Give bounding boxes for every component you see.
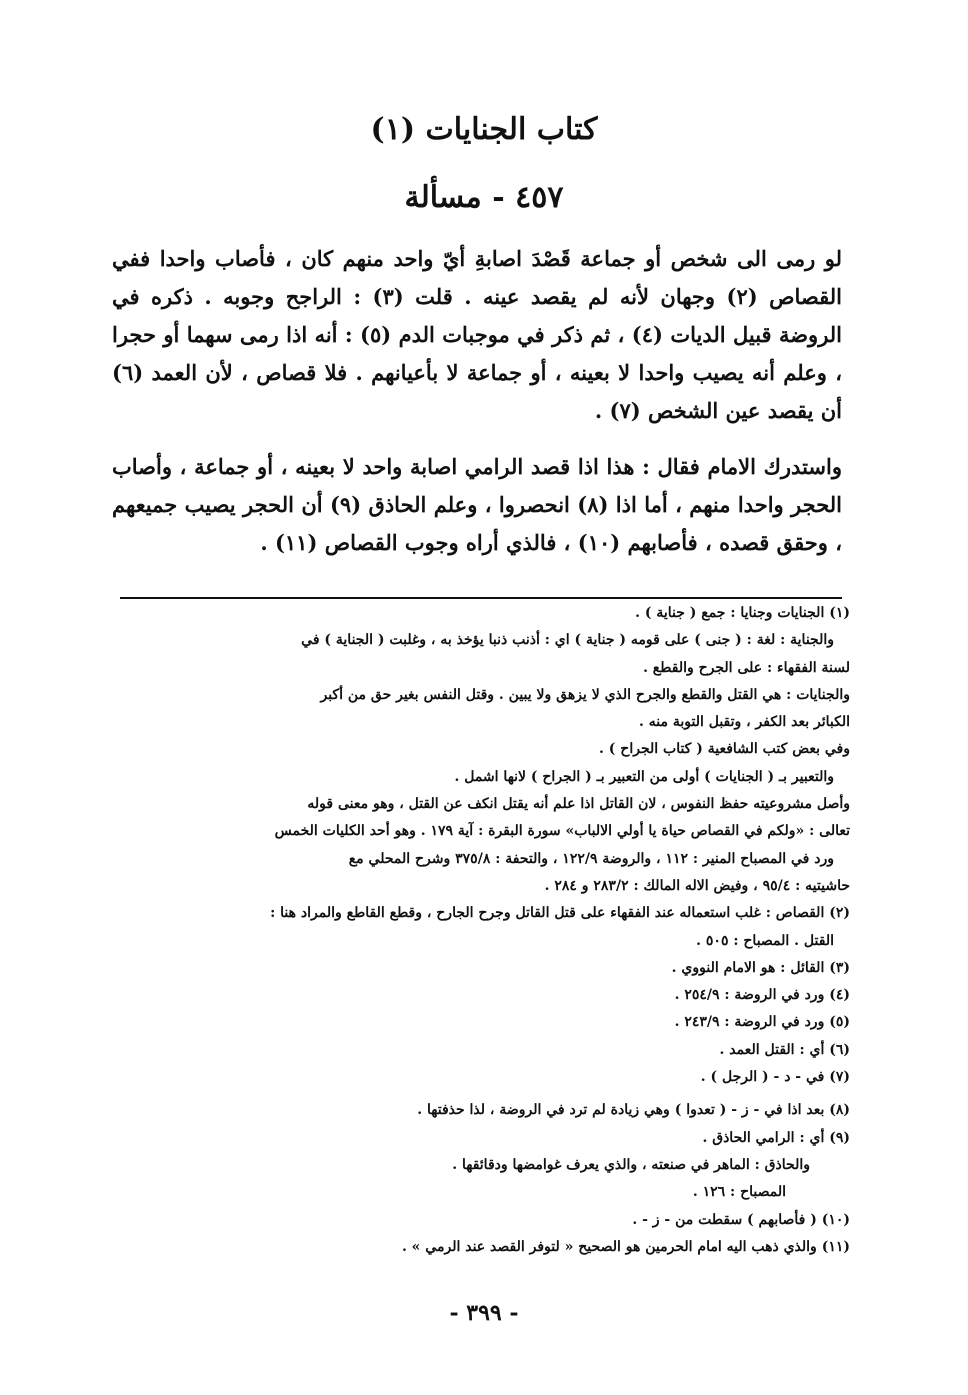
footnote-line: (١١) والذي ذهب اليه امام الحرمين هو الصحيح « لتوفر القصد عند الرمي » .: [401, 1238, 850, 1255]
footnote-line: وفي بعض كتب الشافعية ( كتاب الجراح ) .: [599, 741, 850, 758]
footnote-line: والتعبير بـ ( الجنايات ) أولى من التعبير بـ ( الجراح ) لانها اشمل .: [454, 768, 834, 785]
footnote-line: ورد في المصباح المنير : ١١٢ ، والروضة ١٢٢/٩ ، والتحفة : ٣٧٥/٨ وشرح المحلي مع: [348, 850, 834, 867]
footnote-line: وأصل مشروعيته حفظ النفوس ، لان القاتل اذا علم أنه يقتل انكف عن القتل ، وهو معنى قوله: [307, 796, 850, 813]
footnote-line: (١) الجنايات وجنايا : جمع ( جناية ) .: [635, 605, 850, 621]
footnote-line: والحاذق : الماهر في صنعته ، والذي يعرف غوامضها ودقائقها .: [452, 1156, 810, 1173]
footnote-line: القتل . المصباح : ٥٠٥ .: [696, 932, 834, 949]
footnote-line: لسنة الفقهاء : على الجرح والقطع .: [643, 659, 850, 676]
footnote-separator: [120, 597, 842, 599]
footnote-line: (٥) ورد في الروضة : ٢٤٣/٩ .: [674, 1014, 850, 1031]
footnote-line: المصباح : ١٢٦ .: [692, 1184, 786, 1201]
footnote-line: حاشيتيه : ٩٥/٤ ، وفيض الاله المالك : ٢٨٣/٢ و ٢٨٤ .: [544, 877, 850, 894]
footnote-line: (٩) أي : الرامي الحاذق .: [702, 1129, 850, 1146]
footnote-line: (٤) ورد في الروضة : ٢٥٤/٩ .: [674, 987, 850, 1004]
footnote-line: (٧) في - د - ( الرجل ) .: [700, 1069, 850, 1086]
issue-heading: ٤٥٧ - مسألة: [404, 180, 564, 215]
footnote-line: (٦) أي : القتل العمد .: [719, 1041, 850, 1058]
main-paragraph: لو رمى الى شخص أو جماعة قَصْدَ اصابةِ أيّ واحد منهم كان ، فأصاب واحدا ففي القصاص (٢) وجهان لأنه لم يقصد عينه . قلت (٣) : الراجح وجوبه . ذكره في الروضة قبيل الديات (٤) ، ثم ذكر في موجبات الدم (٥) : أنه اذا رمى سهما أو حجرا ، وعلم أنه يصيب واحدا لا بعينه ، أو جماعة لا بأعيانهم . فلا قصاص ، لأن العمد (٦) أن يقصد عين الشخص (٧) .: [112, 246, 843, 423]
main-paragraph: واستدرك الامام فقال : هذا اذا قصد الرامي اصابة واحد لا بعينه ، أو جماعة ، وأصاب الحجر واحدا منهم ، أما اذا (٨) انحصروا ، وعلم الحاذق (٩) أن الحجر يصيب جميعهم ، وحقق قصده ، فأصابهم (١٠) ، فالذي أراه وجوب القصاص (١١) .: [112, 454, 842, 555]
footnote-line: الكبائر بعد الكفر ، وتقبل التوبة منه .: [638, 714, 850, 731]
footnote-line: والجنايات : هي القتل والقطع والجرح الذي لا يزهق ولا يبين . وقتل النفس بغير حق من أكبر: [320, 686, 850, 703]
footnotes: [112, 600, 850, 1261]
footnote-line: والجناية : لغة : ( جنى ) على قومه ( جناية ) اي : أذنب ذنبا يؤخذ به ، وغلبت ( الجناية ) في: [301, 632, 834, 649]
chapter-title: كتاب الجنايات (١): [370, 112, 598, 147]
page-number: - ٣٩٩ -: [449, 1300, 519, 1326]
footnote-line: (٨) بعد اذا في - ز - ( تعدوا ) وهي زيادة لم ترد في الروضة ، لذا حذفتها .: [417, 1102, 850, 1119]
footnote-line: (١٠) ( فأصابهم ) سقطت من - ز - .: [632, 1211, 850, 1228]
footnote-line: (٢) القصاص : غلب استعماله عند الفقهاء على قتل القاتل وجرح الجارح ، وقطع القاطع والمراد هنا :: [270, 905, 850, 922]
main-text: [112, 240, 842, 580]
footnote-line: تعالى : «ولكم في القصاص حياة يا أولي الالباب» سورة البقرة : آية ١٧٩ . وهو أحد الكليات الخمس: [274, 823, 850, 840]
footnote-line: (٣) القائل : هو الامام النووي .: [671, 959, 850, 976]
